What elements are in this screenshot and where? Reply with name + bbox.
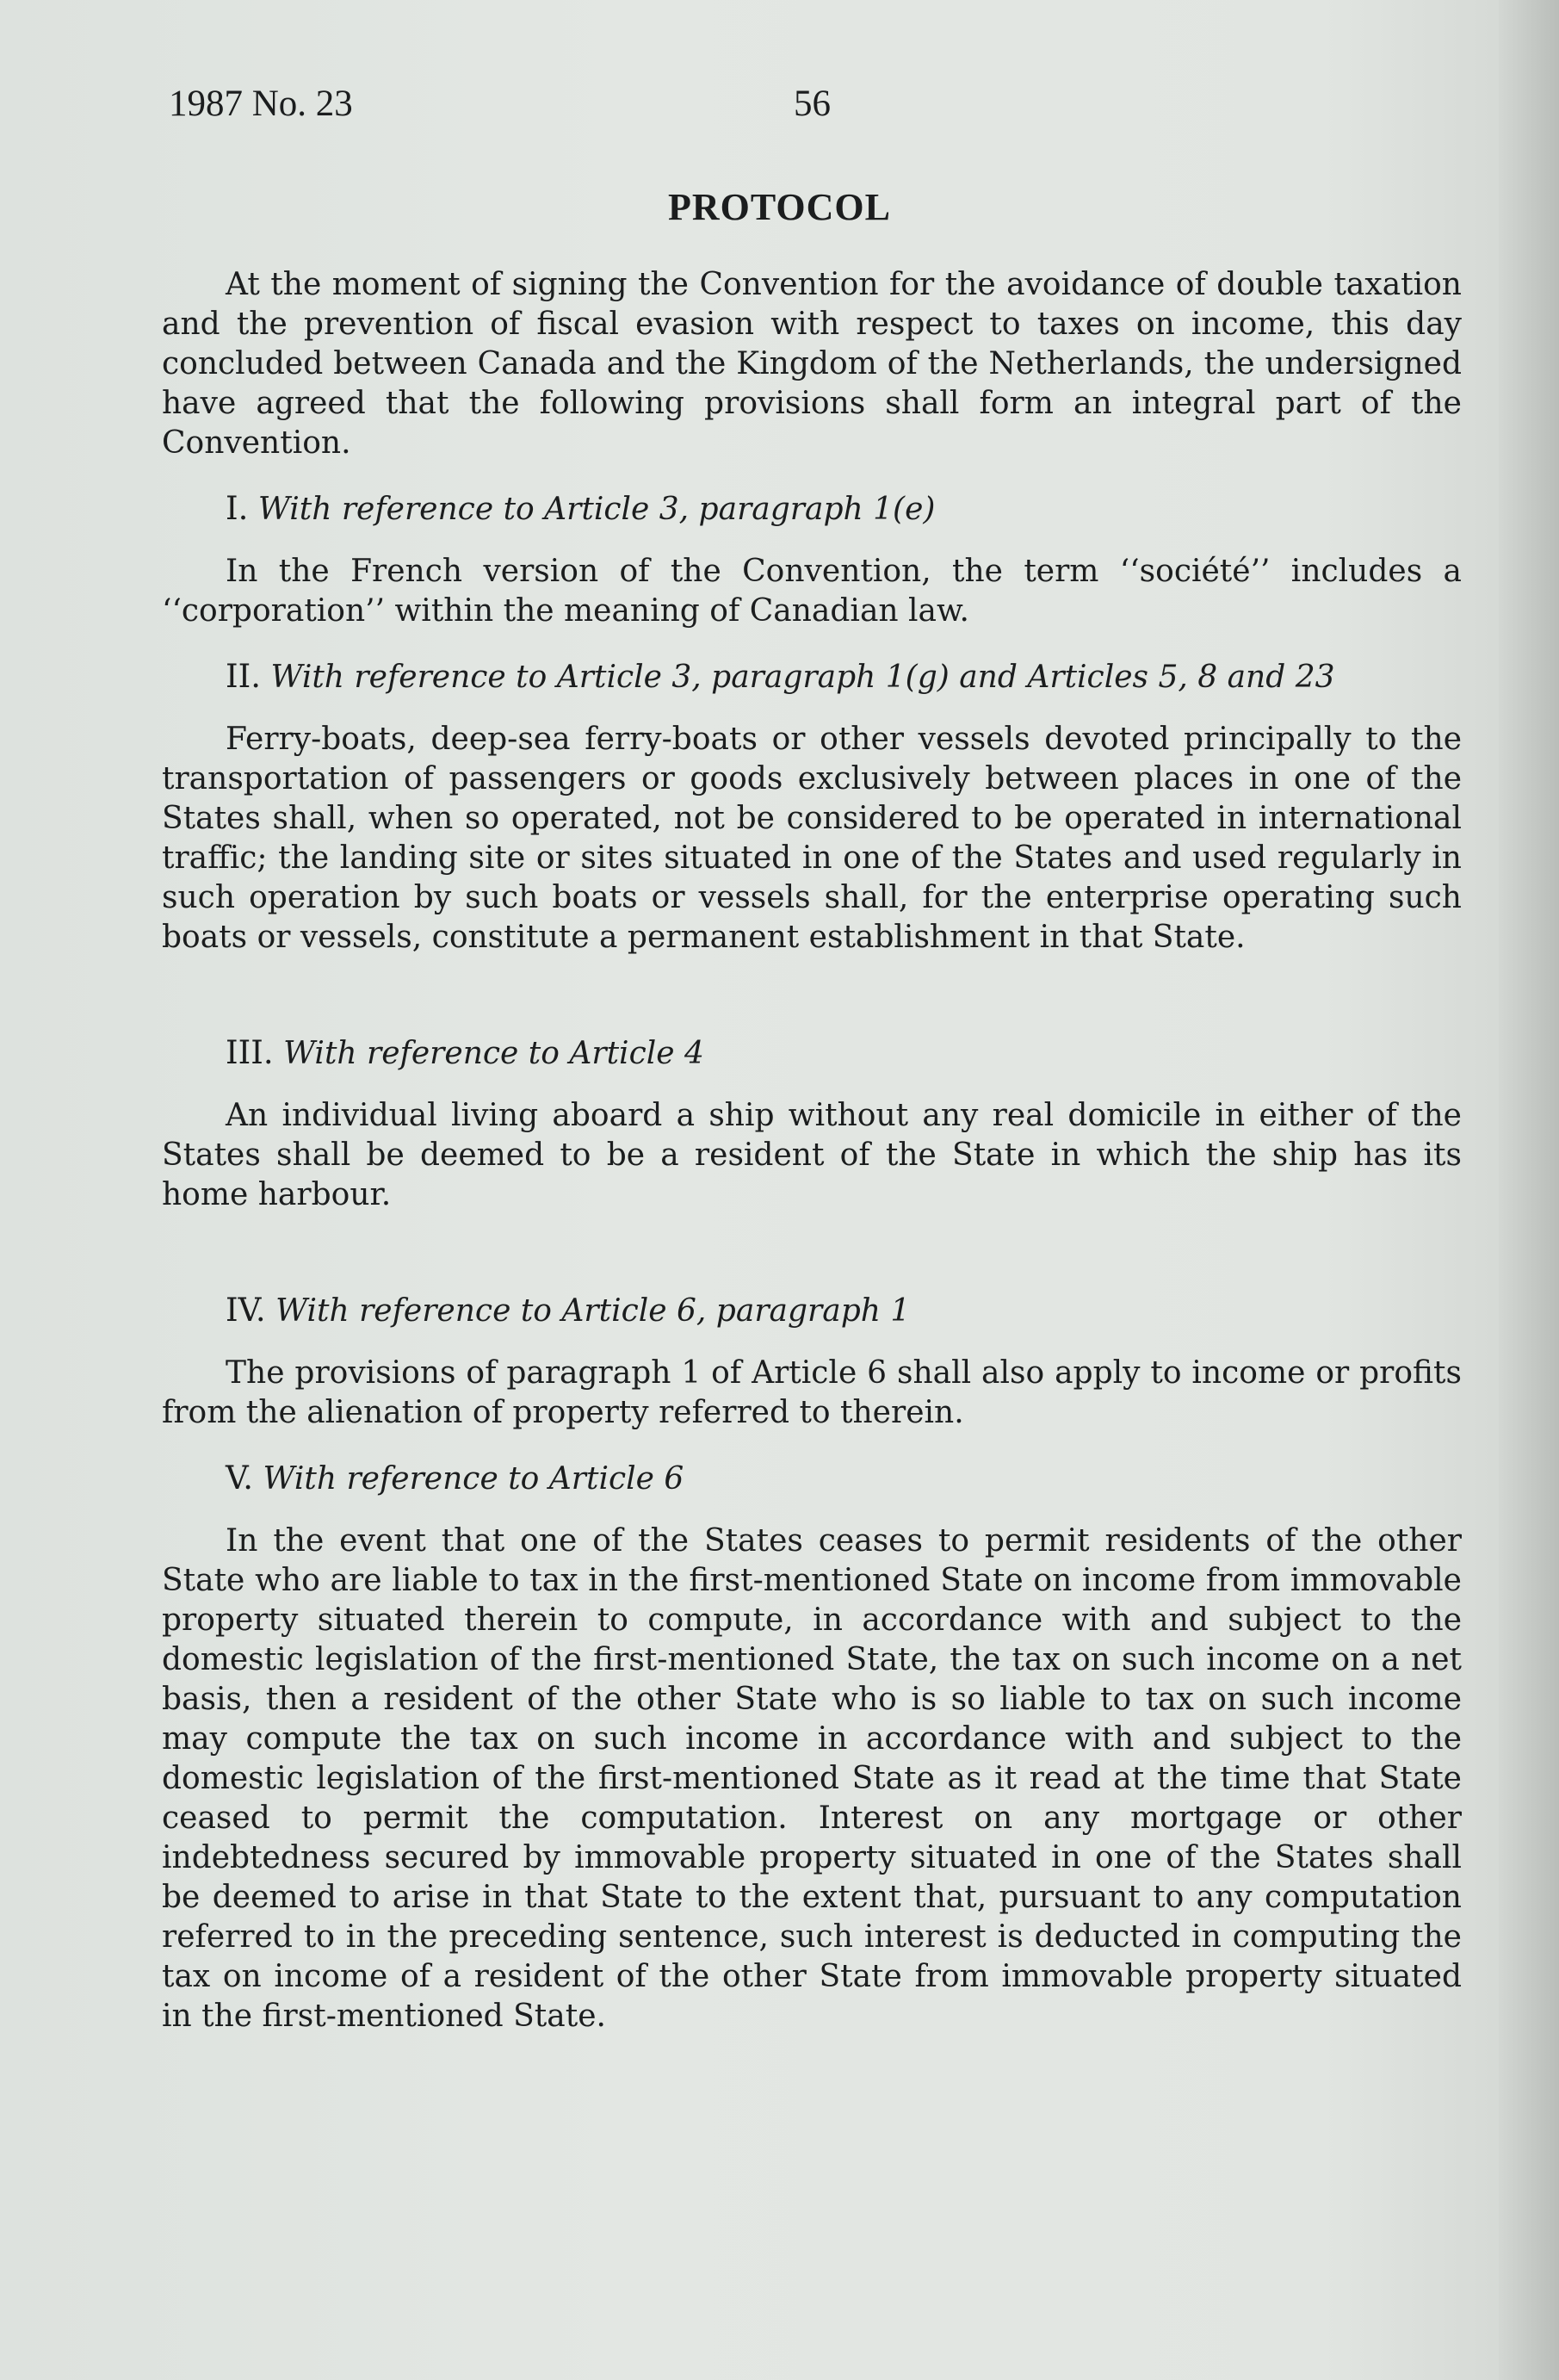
page-number: 56 <box>794 84 831 124</box>
section-heading-5 <box>162 1459 1462 1499</box>
intro-paragraph: At the moment of signing the Convention for the avoidance of double taxation and the prevention of fiscal evasion with respect to taxes on income, this day concluded between Canada and the Kingdom of the Netherlands, the undersigned have agreed that the following provisions shall form an integral part of the Convention. <box>162 267 1462 461</box>
section-numeral: IV. <box>226 1292 266 1329</box>
section-numeral: I. <box>226 490 249 527</box>
section-reference: With reference to Article 3, paragraph 1(e) <box>257 492 936 527</box>
section-numeral: III. <box>226 1034 274 1071</box>
section-paragraph-4: The provisions of paragraph 1 of Article 6 shall also apply to income or profits from the alienation of property referred to therein. <box>162 1355 1462 1430</box>
section-numeral: II. <box>226 658 261 695</box>
section-paragraph-2: Ferry-boats, deep-sea ferry-boats or other vessels devoted principally to the transportation of passengers or goods exclusively between places in one of the States shall, when so operated, not be considered to be operated in international traffic; the landing site or sites situated in one of the States and used regularly in such operation by such boats or vessels shall, for the enterprise operating such boats or vessels, constitute a permanent establishment in that State. <box>162 722 1462 955</box>
section-reference: With reference to Article 4 <box>283 1036 704 1071</box>
section-reference: With reference to Article 6 <box>263 1461 684 1497</box>
page-gutter-shadow <box>1499 0 1559 2380</box>
section-paragraph-5: In the event that one of the States ceases to permit residents of the other State who are liable to tax in the first-mentioned State on income from immovable property situated therein to compute, in accordance with and subject to the domestic legislation of the first-mentioned State, the tax on such income on a net basis, then a resident of the other State who is so liable to tax on such income may compute the tax on such income in accordance with and subject to the domestic legislation of the first-mentioned State as it read at the time that State ceased to permit the computation. Interest on any mortgage or other indebtedness secured by immovable property situated in one of the States shall be deemed to arise in that State to the extent that, pursuant to any computation referred to in the preceding sentence, such interest is deducted in computing the tax on income of a resident of the other State from immovable property situated in the first-mentioned State. <box>162 1523 1462 2034</box>
protocol-title: PROTOCOL <box>667 186 891 228</box>
section-paragraph-1: In the French version of the Convention, the term ‘‘société’’ includes a ‘‘corporation’’ within the meaning of Canadian law. <box>162 554 1462 629</box>
section-heading-2 <box>162 657 1462 697</box>
section-reference: With reference to Article 6, paragraph 1 <box>275 1293 911 1329</box>
running-head: 1987 No. 23 <box>169 84 353 124</box>
section-heading-1 <box>162 489 1462 530</box>
section-reference: With reference to Article 3, paragraph 1(g) and Articles 5, 8 and 23 <box>270 660 1335 695</box>
section-numeral: V. <box>226 1460 254 1497</box>
section-paragraph-3: An individual living aboard a ship without any real domicile in either of the States shall be deemed to be a resident of the State in which the ship has its home harbour. <box>162 1098 1462 1212</box>
protocol-body <box>162 265 1462 2036</box>
section-heading-3 <box>162 1033 1462 1074</box>
section-heading-4 <box>162 1291 1462 1331</box>
